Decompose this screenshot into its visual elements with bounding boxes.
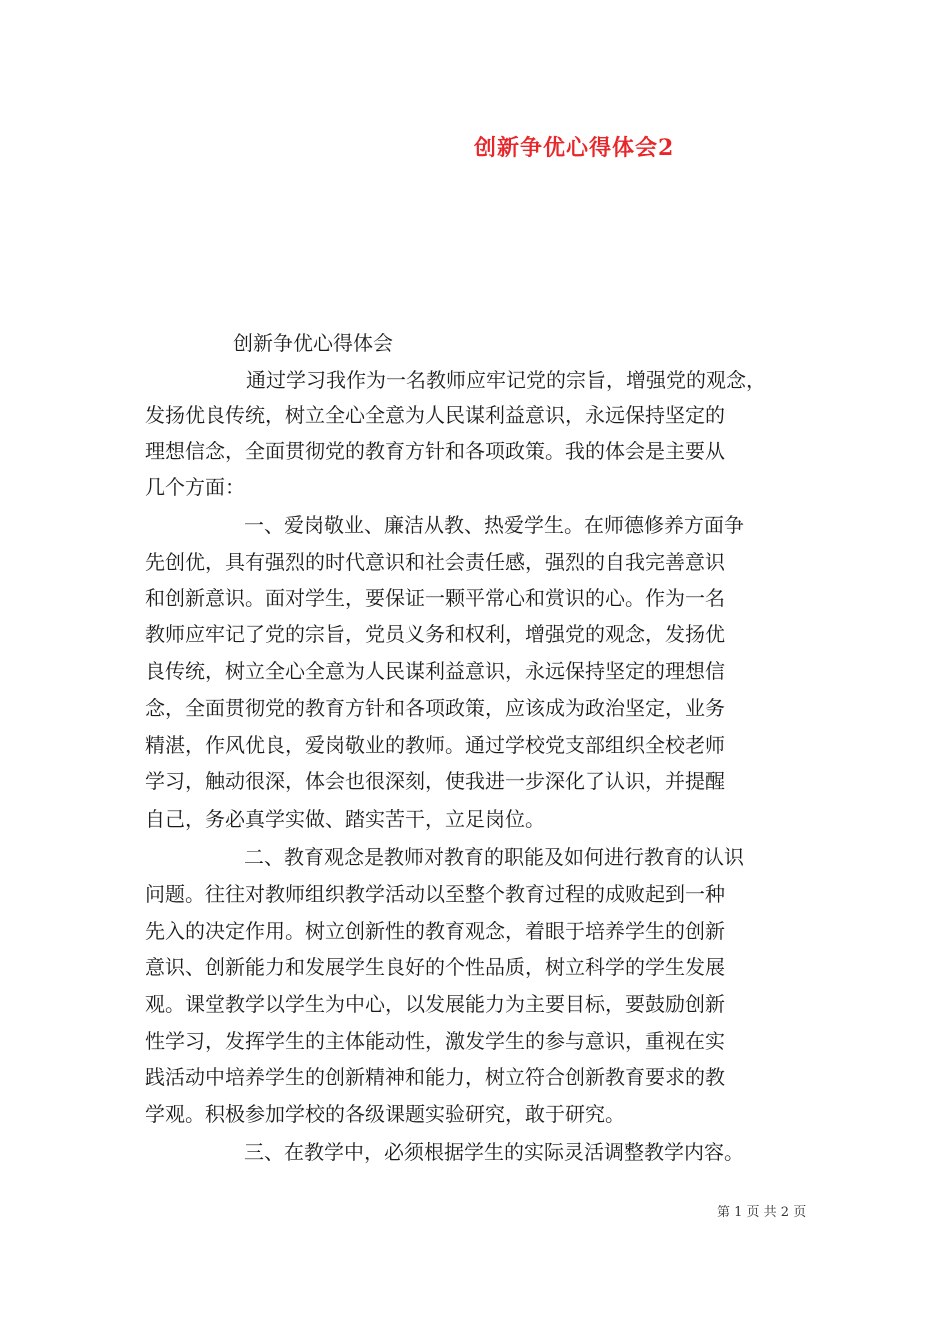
paragraph-line: 学习，触动很深，体会也很深刻，使我进一步深化了认识，并提醒 bbox=[145, 769, 725, 793]
paragraph-line: 几个方面： bbox=[145, 475, 245, 499]
document-subtitle: 创新争优心得体会 bbox=[233, 331, 393, 355]
paragraph-line: 观。课堂教学以学生为中心，以发展能力为主要目标，要鼓励创新 bbox=[145, 992, 725, 1016]
page-number: 第 1 页 共 2 页 bbox=[717, 1205, 807, 1220]
paragraph-line: 先入的决定作用。树立创新性的教育观念，着眼于培养学生的创新 bbox=[145, 919, 725, 943]
paragraph-line: 三、在教学中，必须根据学生的实际灵活调整教学内容。 bbox=[244, 1140, 744, 1164]
paragraph-line: 性学习，发挥学生的主体能动性，激发学生的参与意识，重视在实 bbox=[145, 1029, 725, 1053]
paragraph-line: 和创新意识。面对学生，要保证一颗平常心和赏识的心。作为一名 bbox=[145, 586, 725, 610]
paragraph-line: 理想信念，全面贯彻党的教育方针和各项政策。我的体会是主要从 bbox=[145, 439, 725, 463]
paragraph-line: 自己，务必真学实做、踏实苦干，立足岗位。 bbox=[145, 807, 545, 831]
paragraph-line: 发扬优良传统，树立全心全意为人民谋利益意识，永远保持坚定的 bbox=[145, 403, 725, 427]
paragraph-line: 先创优，具有强烈的时代意识和社会责任感，强烈的自我完善意识 bbox=[145, 550, 725, 574]
paragraph-line: 意识、创新能力和发展学生良好的个性品质，树立科学的学生发展 bbox=[145, 955, 725, 979]
paragraph-line: 学观。积极参加学校的各级课题实验研究，敢于研究。 bbox=[145, 1102, 625, 1126]
paragraph-line: 良传统，树立全心全意为人民谋利益意识，永远保持坚定的理想信 bbox=[145, 659, 725, 683]
paragraph-line: 念，全面贯彻党的教育方针和各项政策，应该成为政治坚定，业务 bbox=[145, 696, 725, 720]
paragraph-line: 一、爱岗敬业、廉洁从教、热爱学生。在师德修养方面争 bbox=[244, 513, 744, 537]
document-title: 创新争优心得体会2 bbox=[474, 135, 675, 161]
paragraph-line: 践活动中培养学生的创新精神和能力，树立符合创新教育要求的教 bbox=[145, 1065, 725, 1089]
paragraph-line: 精湛，作风优良，爱岗敬业的教师。通过学校党支部组织全校老师 bbox=[145, 733, 725, 757]
paragraph-line: 教师应牢记了党的宗旨，党员义务和权利，增强党的观念，发扬优 bbox=[145, 622, 725, 646]
paragraph-line: 通过学习我作为一名教师应牢记党的宗旨，增强党的观念， bbox=[246, 368, 766, 392]
paragraph-line: 二、教育观念是教师对教育的职能及如何进行教育的认识 bbox=[244, 845, 744, 869]
paragraph-line: 问题。往往对教师组织教学活动以至整个教育过程的成败起到一种 bbox=[145, 882, 725, 906]
